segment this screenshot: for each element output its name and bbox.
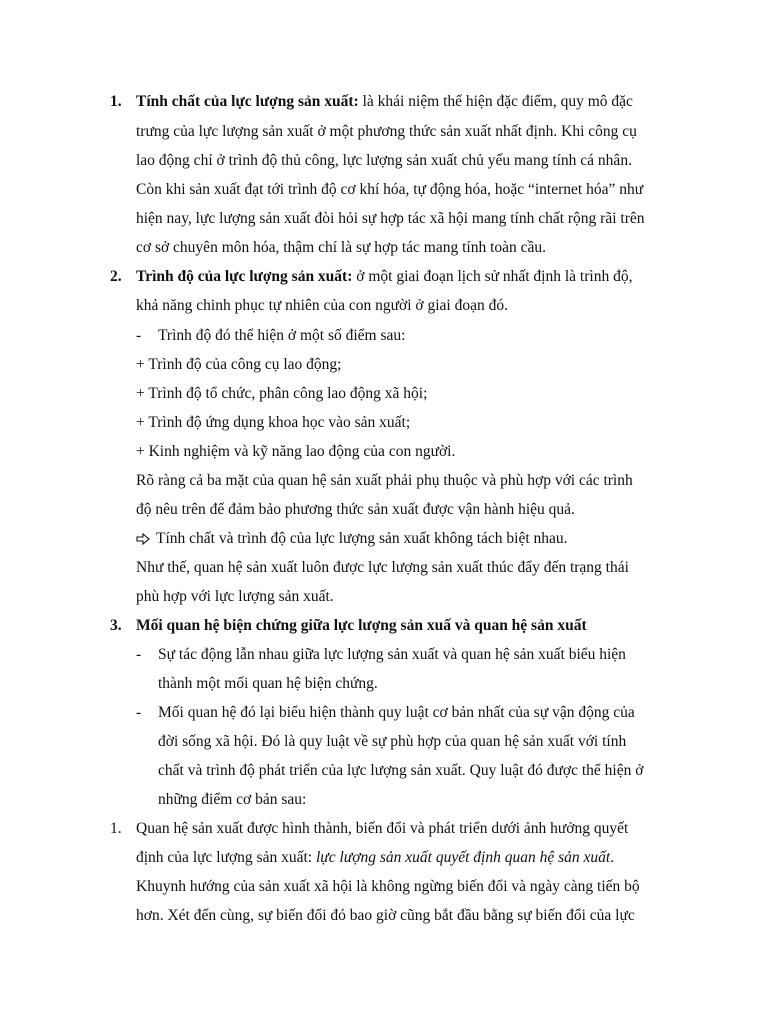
paragraph-line: trưng của lực lượng sản xuất ở một phương thức sản xuất nhất định. Khi công cụ	[136, 123, 637, 140]
point-1-line-2	[136, 848, 614, 868]
dash-bullet: -	[136, 704, 142, 721]
section-1-title: Tính chất của lực lượng sản xuất:	[136, 93, 359, 110]
dash-item-line: những điểm cơ bản sau:	[158, 791, 307, 808]
point-1-italic-text: lực lượng sản xuất quyết định quan hệ sản xuất	[315, 849, 611, 866]
section-1-first-line	[136, 92, 633, 112]
paragraph-line: Rõ ràng cả ba mặt của quan hệ sản xuất phải phụ thuộc và phù hợp với các trình	[136, 472, 633, 489]
plus-item: + Trình độ ứng dụng khoa học vào sản xuất;	[136, 414, 411, 431]
section-1-text: là khái niệm thể hiện đặc điểm, quy mô đặc	[358, 93, 633, 110]
paragraph-line: Như thế, quan hệ sản xuất luôn được lực lượng sản xuất thúc đẩy đến trạng thái	[136, 559, 629, 576]
point-1-plain-text: định của lực lượng sản xuất:	[136, 849, 316, 866]
dash-bullet: -	[136, 327, 142, 344]
section-3-number: 3.	[110, 617, 122, 634]
conclusion-text: Tính chất và trình độ của lực lượng sản xuất không tách biệt nhau.	[156, 530, 568, 547]
paragraph-line: hơn. Xét đến cùng, sự biến đổi đó bao giờ cũng bắt đầu bằng sự biến đổi của lực	[136, 907, 635, 924]
conclusion-line	[136, 529, 568, 549]
plus-item: + Trình độ của công cụ lao động;	[136, 356, 342, 373]
paragraph-line: Quan hệ sản xuất được hình thành, biến đổi và phát triển dưới ảnh hưởng quyết	[136, 820, 629, 837]
paragraph-line: cơ sở chuyên môn hóa, thậm chí là sự hợp tác mang tính toàn cầu.	[136, 239, 547, 256]
dash-item-line: chất và trình độ phát triển của lực lượng sản xuất. Quy luật đó được thể hiện ở	[158, 762, 644, 779]
plus-item: + Kinh nghiệm và kỹ năng lao động của con người.	[136, 443, 456, 460]
paragraph-line: lao động chỉ ở trình độ thủ công, lực lượng sản xuất chủ yếu mang tính cá nhân.	[136, 152, 632, 169]
point-1-end: .	[610, 849, 615, 866]
dash-item: Trình độ đó thể hiện ở một số điểm sau:	[158, 327, 406, 344]
point-1-number: 1.	[110, 820, 122, 837]
paragraph-line: Khuynh hướng của sản xuất xã hội là không ngừng biến đổi và ngày càng tiến bộ	[136, 878, 640, 895]
paragraph-line: phù hợp với lực lượng sản xuất.	[136, 588, 334, 605]
paragraph-line: khả năng chinh phục tự nhiên của con người ở giai đoạn đó.	[136, 297, 508, 314]
dash-item-line: thành một mối quan hệ biện chứng.	[158, 675, 378, 692]
section-2-number: 2.	[110, 268, 122, 285]
paragraph-line: độ nêu trên để đảm bảo phương thức sản xuất được vận hành hiệu quả.	[136, 501, 575, 518]
section-2-text: ở một giai đoạn lịch sử nhất định là trình độ,	[352, 268, 633, 285]
dash-item-line: đời sống xã hội. Đó là quy luật về sự phù hợp của quan hệ sản xuất với tính	[158, 733, 627, 750]
paragraph-line: Còn khi sản xuất đạt tới trình độ cơ khí hóa, tự động hóa, hoặc “internet hóa” như	[136, 181, 644, 198]
dash-bullet: -	[136, 646, 142, 663]
section-3-title: Mối quan hệ biện chứng giữa lực lượng sản xuấ và quan hệ sản xuất	[136, 617, 587, 634]
section-1-number: 1.	[110, 93, 122, 110]
arrow-right-icon	[136, 531, 150, 551]
section-2-title: Trình độ của lực lượng sản xuất:	[136, 268, 353, 285]
dash-item-line: Mối quan hệ đó lại biểu hiện thành quy luật cơ bản nhất của sự vận động của	[158, 704, 635, 721]
section-2-first-line	[136, 267, 632, 287]
plus-item: + Trình độ tổ chức, phân công lao động xã hội;	[136, 385, 428, 402]
paragraph-line: hiện nay, lực lượng sản xuất đòi hỏi sự hợp tác xã hội mang tính chất rộng rãi trên	[136, 210, 645, 227]
dash-item-line: Sự tác động lẫn nhau giữa lực lượng sản xuất và quan hệ sản xuất biểu hiện	[158, 646, 626, 663]
